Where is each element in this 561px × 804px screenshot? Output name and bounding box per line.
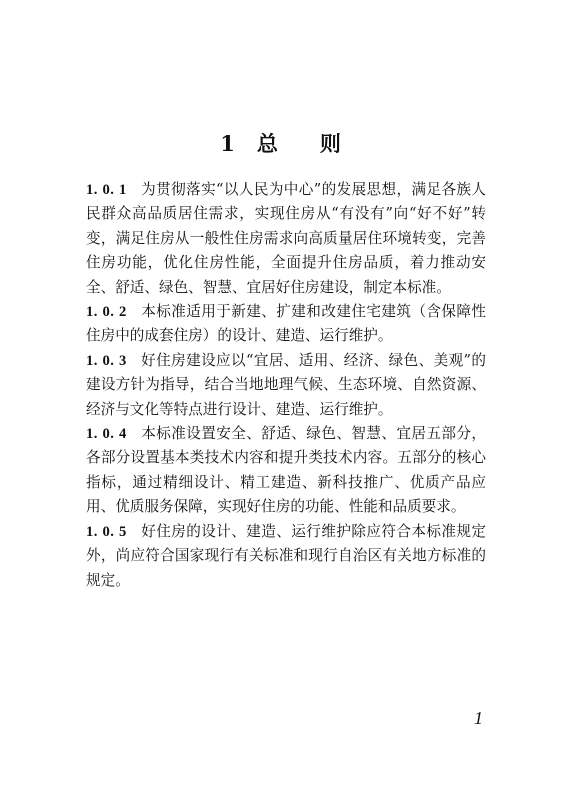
- chapter-number: 1: [220, 131, 235, 156]
- chapter-title-char-1: 总: [256, 131, 278, 156]
- clause-1-0-4: [86, 422, 486, 520]
- clause-number: 1. 0. 1: [86, 182, 127, 198]
- clause-text: 本标准适用于新建、扩建和改建住宅建筑（含保障性住房中的成套住房）的设计、建造、运行维护。: [86, 303, 486, 345]
- clause-1-0-3: [86, 349, 486, 422]
- clause-1-0-5: [86, 520, 486, 593]
- clause-text: 好住房建设应以“宜居、适用、经济、绿色、美观”的建设方针为指导，结合当地地理气候、生态环境、自然资源、经济与文化等特点进行设计、建造、运行维护。: [86, 351, 486, 418]
- clause-text: 本标准设置安全、舒适、绿色、智慧、宜居五部分，各部分设置基本类技术内容和提升类技术内容。五部分的核心指标，通过精细设计、精工建造、新科技推广、优质产品应用、优质服务保障，实现好住房的功能、性能和品质要求。: [86, 425, 486, 516]
- chapter-title: [0, 128, 561, 158]
- clause-text: 为贯彻落实“以人民为中心”的发展思想，满足各族人民群众高品质居住需求，实现住房从“有没有”向“好不好”转变，满足住房从一般性住房需求向高质量居住环境转变，完善住房功能，优化住房性能，全面提升住房品质，着力推动安全、舒适、绿色、智慧、宜居好住房建设，制定本标准。: [86, 181, 486, 296]
- clause-text: 好住房的设计、建造、运行维护除应符合本标准规定外，尚应符合国家现行有关标准和现行自治区有关地方标准的规定。: [86, 522, 486, 589]
- page-number: 1: [474, 708, 483, 728]
- clause-number: 1. 0. 2: [86, 304, 127, 321]
- clause-number: 1. 0. 3: [86, 352, 127, 369]
- clause-number: 1. 0. 4: [86, 426, 127, 443]
- clause-1-0-1: [86, 178, 486, 300]
- chapter-title-char-2: 则: [319, 131, 341, 156]
- clause-number: 1. 0. 5: [86, 523, 127, 540]
- chapter-body: [86, 178, 486, 593]
- clause-1-0-2: [86, 300, 486, 349]
